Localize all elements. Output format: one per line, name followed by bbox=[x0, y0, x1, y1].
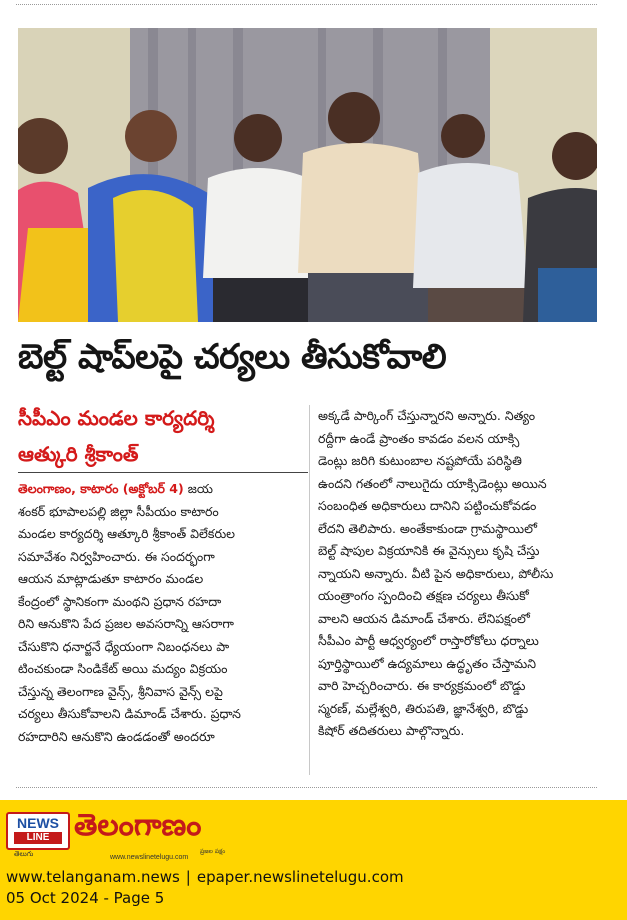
column-line: యంత్రాంగం స్పందించి తక్షణ చర్యలు తీసుకో bbox=[318, 588, 529, 603]
column-line: లేదని తెలిపారు. అంతేకాకుండా గ్రామస్థాయిలో bbox=[318, 520, 537, 536]
column-line: న్నాయని అన్నారు. వీటి పైన అధికారులు, పోలీసు bbox=[318, 565, 554, 581]
column-line: టించకుండా సిండికేట్ అయి మద్యం విక్రయం bbox=[18, 661, 228, 676]
column-line: కేంద్రంలో స్థానికంగా మంథని ప్రధాన రహదా bbox=[18, 593, 222, 609]
epaper-link[interactable]: epaper.newslinetelugu.com bbox=[196, 868, 404, 886]
footer-links bbox=[6, 867, 404, 887]
logo-news-text: NEWS bbox=[17, 815, 59, 831]
column-line: చేస్తున్న తెలంగాణ వైన్స్, శ్రీనివాస వైన్స్ లపై bbox=[18, 683, 223, 699]
column-line bbox=[18, 478, 298, 501]
telanganam-news-link[interactable]: www.telanganam.news bbox=[6, 868, 180, 886]
footer-separator: | bbox=[185, 868, 191, 886]
column-line: వాలని ఆయన డిమాండ్ చేశారు. లేనిపక్షంలో bbox=[318, 610, 530, 626]
logo-subtitle: తెలుగు bbox=[14, 850, 34, 858]
issue-date-page: 05 Oct 2024 - Page 5 bbox=[6, 889, 165, 907]
column-line: పూర్తిస్థాయిలో ఉద్యమాలు ఉద్ధృతం చేస్తామని bbox=[318, 655, 537, 671]
bottom-divider bbox=[16, 787, 597, 788]
column-line: చర్యలు తీసుకోవాలని డిమాండ్ చేశారు. ప్రధాన bbox=[18, 706, 241, 721]
column-line: రహదారిని ఆనుకొని ఉండడంతో అందరూ bbox=[18, 728, 215, 744]
article-subhead-name: ఆత్కురి శ్రీకాంత్ bbox=[18, 442, 139, 466]
column-line: శంకర్ భూపాలపల్లి జిల్లా సీపీయం కాటారం bbox=[18, 503, 219, 519]
article-photo bbox=[18, 28, 597, 322]
column-line: సమావేశం నిర్వహించారు. ఈ సందర్భంగా bbox=[18, 548, 215, 564]
column-line: స్మరణ్, మల్లేశ్వరి, తిరుపతి, జ్ఞానేశ్వరి, బొడ్డు bbox=[318, 700, 529, 716]
article-column-left bbox=[18, 478, 298, 748]
column-line: రద్దీగా ఉండే ప్రాంతం కావడం వలన యాక్సి bbox=[318, 430, 520, 446]
article-column-right bbox=[318, 405, 598, 743]
newsline-logo bbox=[6, 812, 70, 850]
column-line: ఆయన మాట్లాడుతూ కాటారం మండల bbox=[18, 571, 204, 586]
logo-line-text: LINE bbox=[14, 832, 62, 844]
column-line: డెంట్లు జరిగి కుటుంబాల నష్టపోయే పరిస్థితి bbox=[318, 453, 522, 468]
column-line: ఉందని గతంలో నాలుగైదు యాక్సిడెంట్లు అయిన bbox=[318, 475, 547, 491]
column-line: చేసుకొని ధనార్జనే ధ్యేయంగా నిబంధనలు పా bbox=[18, 638, 230, 654]
column-line: వారి హెచ్చరించారు. ఈ కార్యక్రమంలో బొడ్డు bbox=[318, 678, 526, 693]
brand-tagline: ప్రజల పక్షం bbox=[200, 848, 226, 855]
column-line: బెల్ట్ షాపుల విక్రయానికి ఈ వైన్సులు కృషి చేస్తు bbox=[318, 543, 540, 558]
brand-url: www.newslinetelugu.com bbox=[110, 854, 189, 861]
subhead-underline bbox=[18, 472, 308, 473]
column-line: సంబంధిత అధికారులు దానిని పట్టించుకోవడం bbox=[318, 498, 537, 513]
brand-name: తెలంగాణం bbox=[74, 808, 202, 843]
column-line-text: జయ bbox=[187, 481, 213, 496]
column-line: కిషోర్ తదితరులు పాల్గొన్నారు. bbox=[318, 723, 465, 738]
column-line: మండల కార్యదర్శి ఆత్కూరి శ్రీకాంత్ విలేకరుల bbox=[18, 526, 236, 541]
column-line: అక్కడే పార్కింగ్ చేస్తున్నారని అన్నారు. నిత్యం bbox=[318, 408, 536, 423]
column-line: సీపీఎం పార్టీ ఆధ్వర్యంలో రాస్తారోకోలు ధర్నాలు bbox=[318, 633, 539, 648]
epaper-footer bbox=[0, 800, 627, 920]
column-line: రిని ఆనుకొని పేద ప్రజల అవసరాన్ని ఆసరాగా bbox=[18, 616, 234, 631]
article-dateline: తెలంగాణం, కాటారం (అక్టోబర్ 4) bbox=[18, 481, 184, 496]
article-subhead-title: సీపీఎం మండల కార్యదర్శి bbox=[18, 406, 215, 430]
top-divider bbox=[16, 4, 597, 5]
group-photo-illustration bbox=[18, 28, 597, 322]
article-headline: బెల్ట్ షాప్‌లపై చర్యలు తీసుకోవాలి bbox=[18, 337, 447, 377]
column-divider bbox=[309, 405, 310, 775]
